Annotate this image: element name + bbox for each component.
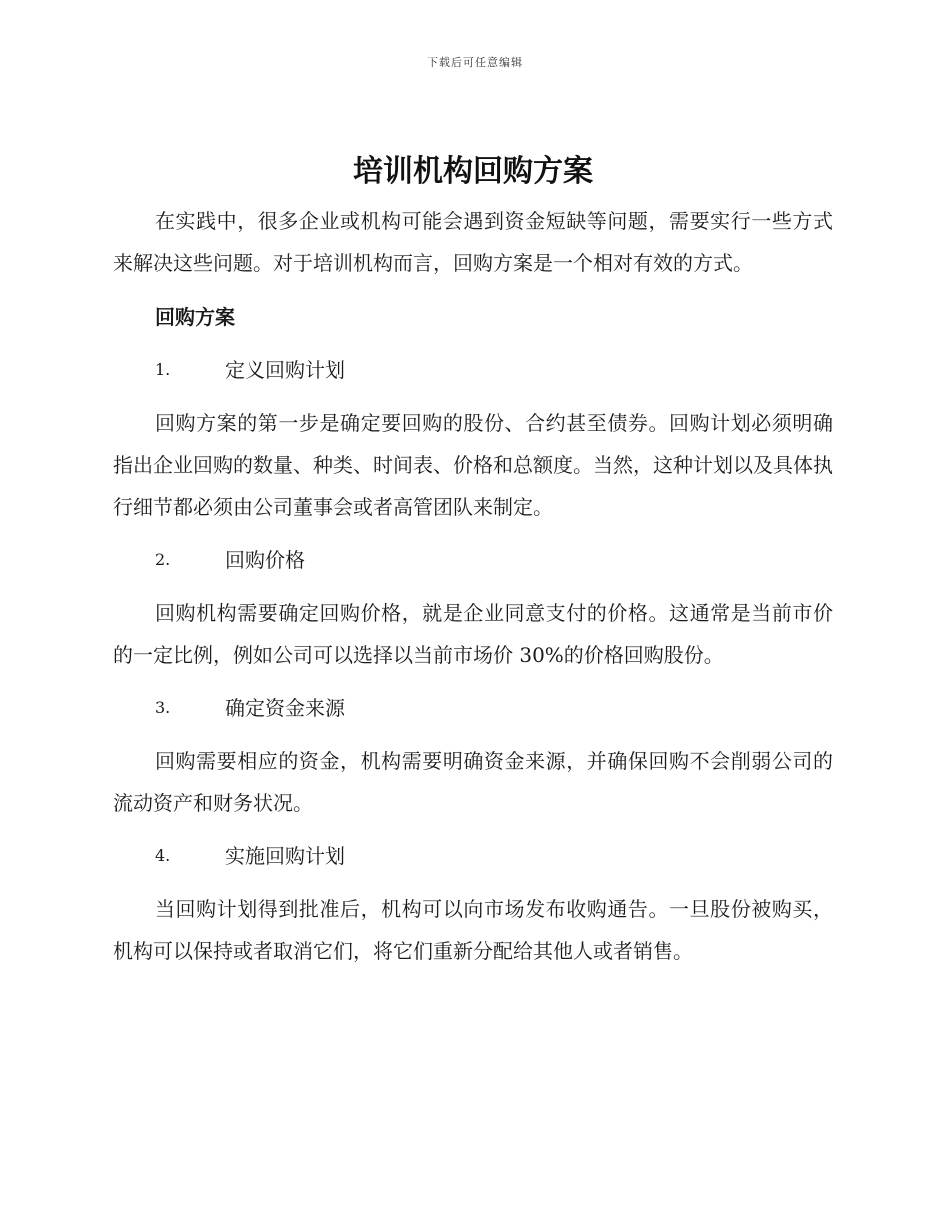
item-paragraph-4: 当回购计划得到批准后，机构可以向市场发布收购通告。一旦股份被购买，机构可以保持或者取消它们，将它们重新分配给其他人或者销售。 bbox=[113, 897, 833, 963]
header-note: 下载后可任意编辑 bbox=[427, 56, 523, 69]
list-number: 4. bbox=[155, 846, 171, 865]
list-number: 1. bbox=[155, 360, 171, 379]
item-paragraph-1: 回购方案的第一步是确定要回购的股份、合约甚至债券。回购计划必须明确指出企业回购的数量、种类、时间表、价格和总额度。当然，这种计划以及具体执行细节都必须由公司董事会或者高管团队来制定。 bbox=[113, 411, 833, 519]
section-heading: 回购方案 bbox=[155, 305, 235, 329]
document-title: 培训机构回购方案 bbox=[353, 154, 593, 189]
list-label: 定义回购计划 bbox=[225, 358, 345, 382]
item-paragraph-3: 回购需要相应的资金，机构需要明确资金来源，并确保回购不会削弱公司的流动资产和财务状况。 bbox=[113, 749, 833, 815]
item-paragraph-2: 回购机构需要确定回购价格，就是企业同意支付的价格。这通常是当前市价的一定比例，例如公司可以选择以当前市场价 30%的价格回购股份。 bbox=[113, 601, 833, 667]
list-number: 3. bbox=[155, 698, 171, 717]
intro-paragraph: 在实践中，很多企业或机构可能会遇到资金短缺等问题，需要实行一些方式来解决这些问题。对于培训机构而言，回购方案是一个相对有效的方式。 bbox=[113, 209, 833, 275]
list-label: 实施回购计划 bbox=[225, 844, 345, 868]
list-item-4 bbox=[113, 835, 833, 877]
list-item-1 bbox=[113, 349, 833, 391]
list-label: 回购价格 bbox=[225, 548, 305, 572]
document-body bbox=[113, 148, 833, 972]
list-item-3 bbox=[113, 687, 833, 729]
list-label: 确定资金来源 bbox=[225, 696, 345, 720]
list-item-2 bbox=[113, 539, 833, 581]
list-number: 2. bbox=[155, 550, 171, 569]
